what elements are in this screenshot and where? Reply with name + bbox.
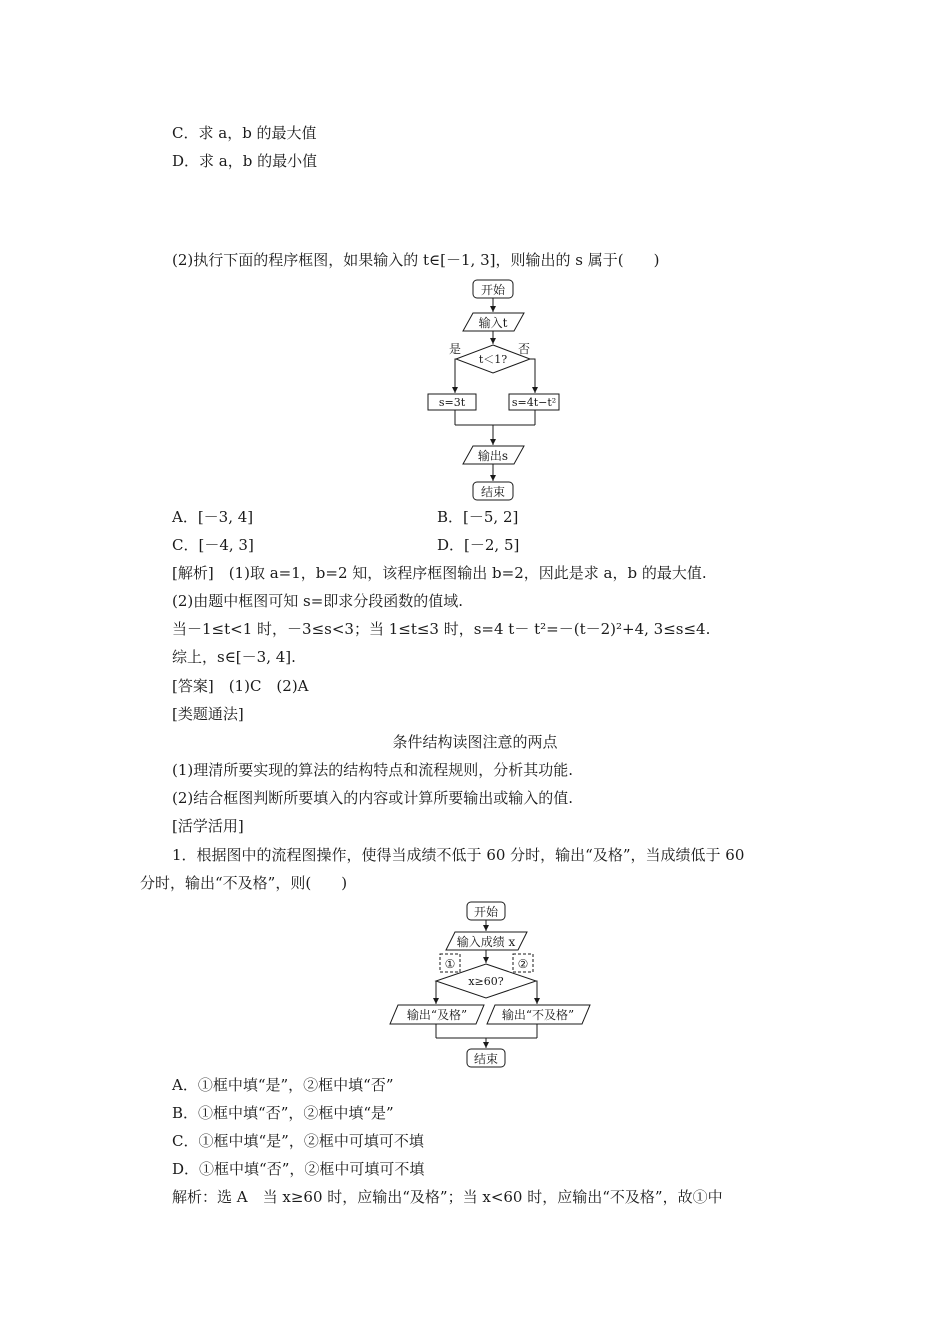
q2-option-c: C．[－4, 3]: [172, 536, 254, 554]
flow1-start-label: 开始: [480, 283, 506, 297]
q2-option-b: B．[－5, 2]: [437, 508, 519, 526]
method-label: [类题通法]: [172, 705, 244, 723]
flow1-condition-label: t＜1?: [478, 353, 508, 366]
practice-solution: 解析：选 A 当 x≥60 时，应输出“及格”；当 x<60 时，应输出“不及格”，故①中: [172, 1188, 723, 1206]
analysis-line-1: [解析] (1)取 a=1，b=2 知，该程序框图输出 b=2，因此是求 a，b 的最大值.: [172, 564, 707, 582]
answer-line: [答案] (1)C (2)A: [172, 677, 309, 695]
practice-label: [活学活用]: [172, 817, 244, 835]
method-point-1: (1)理清所要实现的算法的结构特点和流程规则，分析其功能.: [172, 761, 574, 779]
practice-option-d: D．①框中填“否”，②框中可填可不填: [172, 1160, 425, 1178]
method-title: 条件结构读图注意的两点: [392, 733, 558, 751]
option-d: D．求 a，b 的最小值: [172, 152, 318, 170]
option-c: C．求 a，b 的最大值: [172, 124, 317, 142]
question-2-stem: (2)执行下面的程序框图，如果输入的 t∈[－1, 3]，则输出的 s 属于( ): [172, 251, 660, 269]
flow2-input-label: 输入成绩 x: [456, 935, 516, 949]
flow2-output-left-label: 输出“及格”: [406, 1008, 468, 1022]
analysis-line-4: 综上，s∈[－3, 4].: [172, 648, 296, 666]
q2-option-d: D．[－2, 5]: [437, 536, 520, 554]
practice-stem-line-2: 分时，输出“不及格”，则( ): [140, 874, 348, 892]
flow2-end-label: 结束: [473, 1052, 499, 1066]
flow2-box-1-label: ①: [444, 957, 456, 971]
analysis-line-2: (2)由题中框图可知 s=即求分段函数的值域.: [172, 592, 464, 610]
practice-option-c: C．①框中填“是”，②框中可填可不填: [172, 1132, 424, 1150]
flow1-no-label: 否: [517, 342, 531, 356]
flow2-box-2-label: ②: [517, 957, 529, 971]
q2-option-a: A．[－3, 4]: [172, 508, 254, 526]
method-point-2: (2)结合框图判断所要填入的内容或计算所要输出或输入的值.: [172, 789, 574, 807]
flow2-start-label: 开始: [473, 905, 499, 919]
analysis-line-3: 当－1≤t<1 时，－3≤s<3；当 1≤t≤3 时，s=4 t－ t²=－(t－2)²+4, 3≤s≤4.: [172, 620, 711, 638]
practice-stem-line-1: 1．根据图中的流程图操作，使得当成绩不低于 60 分时，输出“及格”，当成绩低于 60: [172, 846, 745, 864]
practice-option-b: B．①框中填“否”，②框中填“是”: [172, 1104, 394, 1122]
flow1-yes-branch-label: s=3t: [438, 396, 466, 409]
flow2-output-right-label: 输出“不及格”: [501, 1008, 575, 1022]
flow1-output-label: 输出s: [477, 449, 509, 463]
flow1-yes-label: 是: [448, 342, 462, 356]
flow1-no-branch-label: s=4t−t²: [511, 396, 557, 409]
practice-option-a: A．①框中填“是”，②框中填“否”: [172, 1076, 394, 1094]
flow2-condition-label: x≥60?: [468, 975, 504, 988]
flow1-input-label: 输入t: [478, 316, 508, 330]
flow1-end-label: 结束: [480, 485, 506, 499]
